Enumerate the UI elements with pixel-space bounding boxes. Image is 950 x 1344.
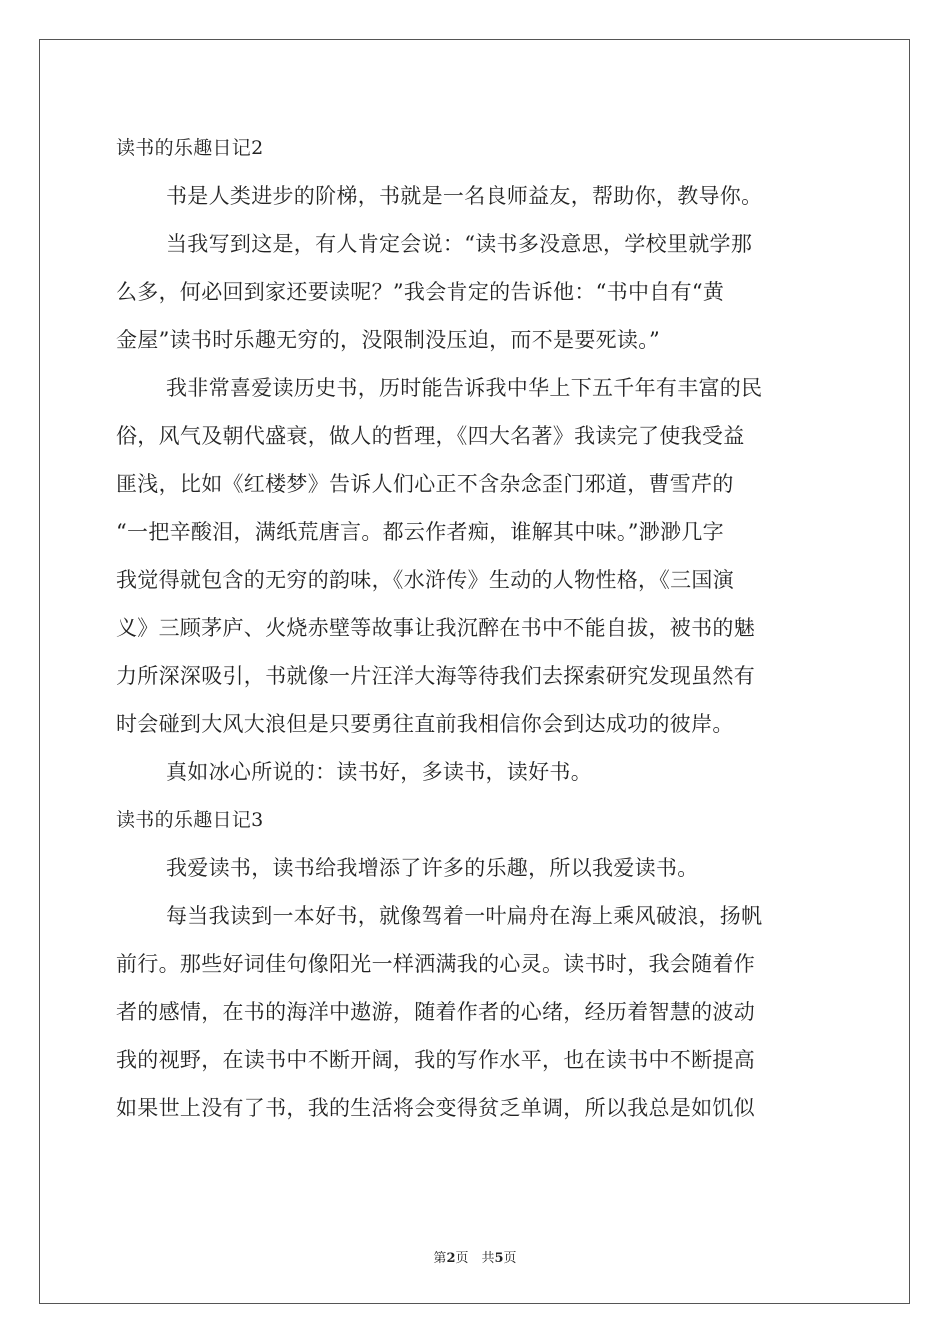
page-footer <box>0 1247 950 1266</box>
paragraph-line: 时会碰到大风大浪但是只要勇往直前我相信你会到达成功的彼岸。 <box>116 712 734 736</box>
section-heading: 读书的乐趣日记3 <box>116 809 264 831</box>
paragraph-line: 力所深深吸引，书就像一片汪洋大海等待我们去探索研究发现虽然有 <box>116 664 755 688</box>
paragraph-line: 当我写到这是，有人肯定会说：“读书多没意思，学校里就学那 <box>166 232 753 256</box>
paragraph-line: 我觉得就包含的无穷的韵味，《水浒传》生动的人物性格，《三国演 <box>116 568 734 592</box>
total-pages-number: 5 <box>494 1251 504 1266</box>
paragraph-line: 我爱读书，读书给我增添了许多的乐趣，所以我爱读书。 <box>166 856 699 880</box>
paragraph-line: 金屋”读书时乐趣无穷的，没限制没压迫，而不是要死读。” <box>116 328 661 352</box>
paragraph-line: 前行。那些好词佳句像阳光一样洒满我的心灵。读书时，我会随着作 <box>116 952 755 976</box>
paragraph-line: 者的感情，在书的海洋中遨游，随着作者的心绪，经历着智慧的波动 <box>116 1000 755 1024</box>
paragraph-line: 真如冰心所说的：读书好，多读书，读好书。 <box>166 760 592 784</box>
current-page-number: 2 <box>446 1251 456 1266</box>
footer-prefix: 第 <box>433 1251 447 1266</box>
paragraph-line: 义》三顾茅庐、火烧赤壁等故事让我沉醉在书中不能自拔，被书的魅 <box>116 616 755 640</box>
paragraph-line: 我非常喜爱读历史书，历时能告诉我中华上下五千年有丰富的民 <box>166 376 763 400</box>
footer-middle: 页 共 <box>455 1251 495 1266</box>
paragraph-line: 俗，风气及朝代盛衰，做人的哲理，《四大名著》我读完了使我受益 <box>116 424 745 448</box>
paragraph-line: 每当我读到一本好书，就像驾着一叶扁舟在海上乘风破浪，扬帆 <box>166 904 763 928</box>
paragraph-line: 匪浅，比如《红楼梦》告诉人们心正不含杂念歪门邪道，曹雪芹的 <box>116 472 734 496</box>
paragraph-line: 我的视野，在读书中不断开阔，我的写作水平，也在读书中不断提高 <box>116 1048 755 1072</box>
section-heading: 读书的乐趣日记2 <box>116 137 264 159</box>
paragraph-line: 书是人类进步的阶梯，书就是一名良师益友，帮助你，教导你。 <box>166 184 763 208</box>
paragraph-line: “一把辛酸泪，满纸荒唐言。都云作者痴，谁解其中味。”渺渺几字 <box>116 520 724 544</box>
footer-suffix: 页 <box>503 1251 517 1266</box>
document-body <box>116 124 834 1132</box>
paragraph-line: 如果世上没有了书，我的生活将会变得贫乏单调，所以我总是如饥似 <box>116 1096 755 1120</box>
paragraph-line: 么多，何必回到家还要读呢？”我会肯定的告诉他：“书中自有“黄 <box>116 280 725 304</box>
